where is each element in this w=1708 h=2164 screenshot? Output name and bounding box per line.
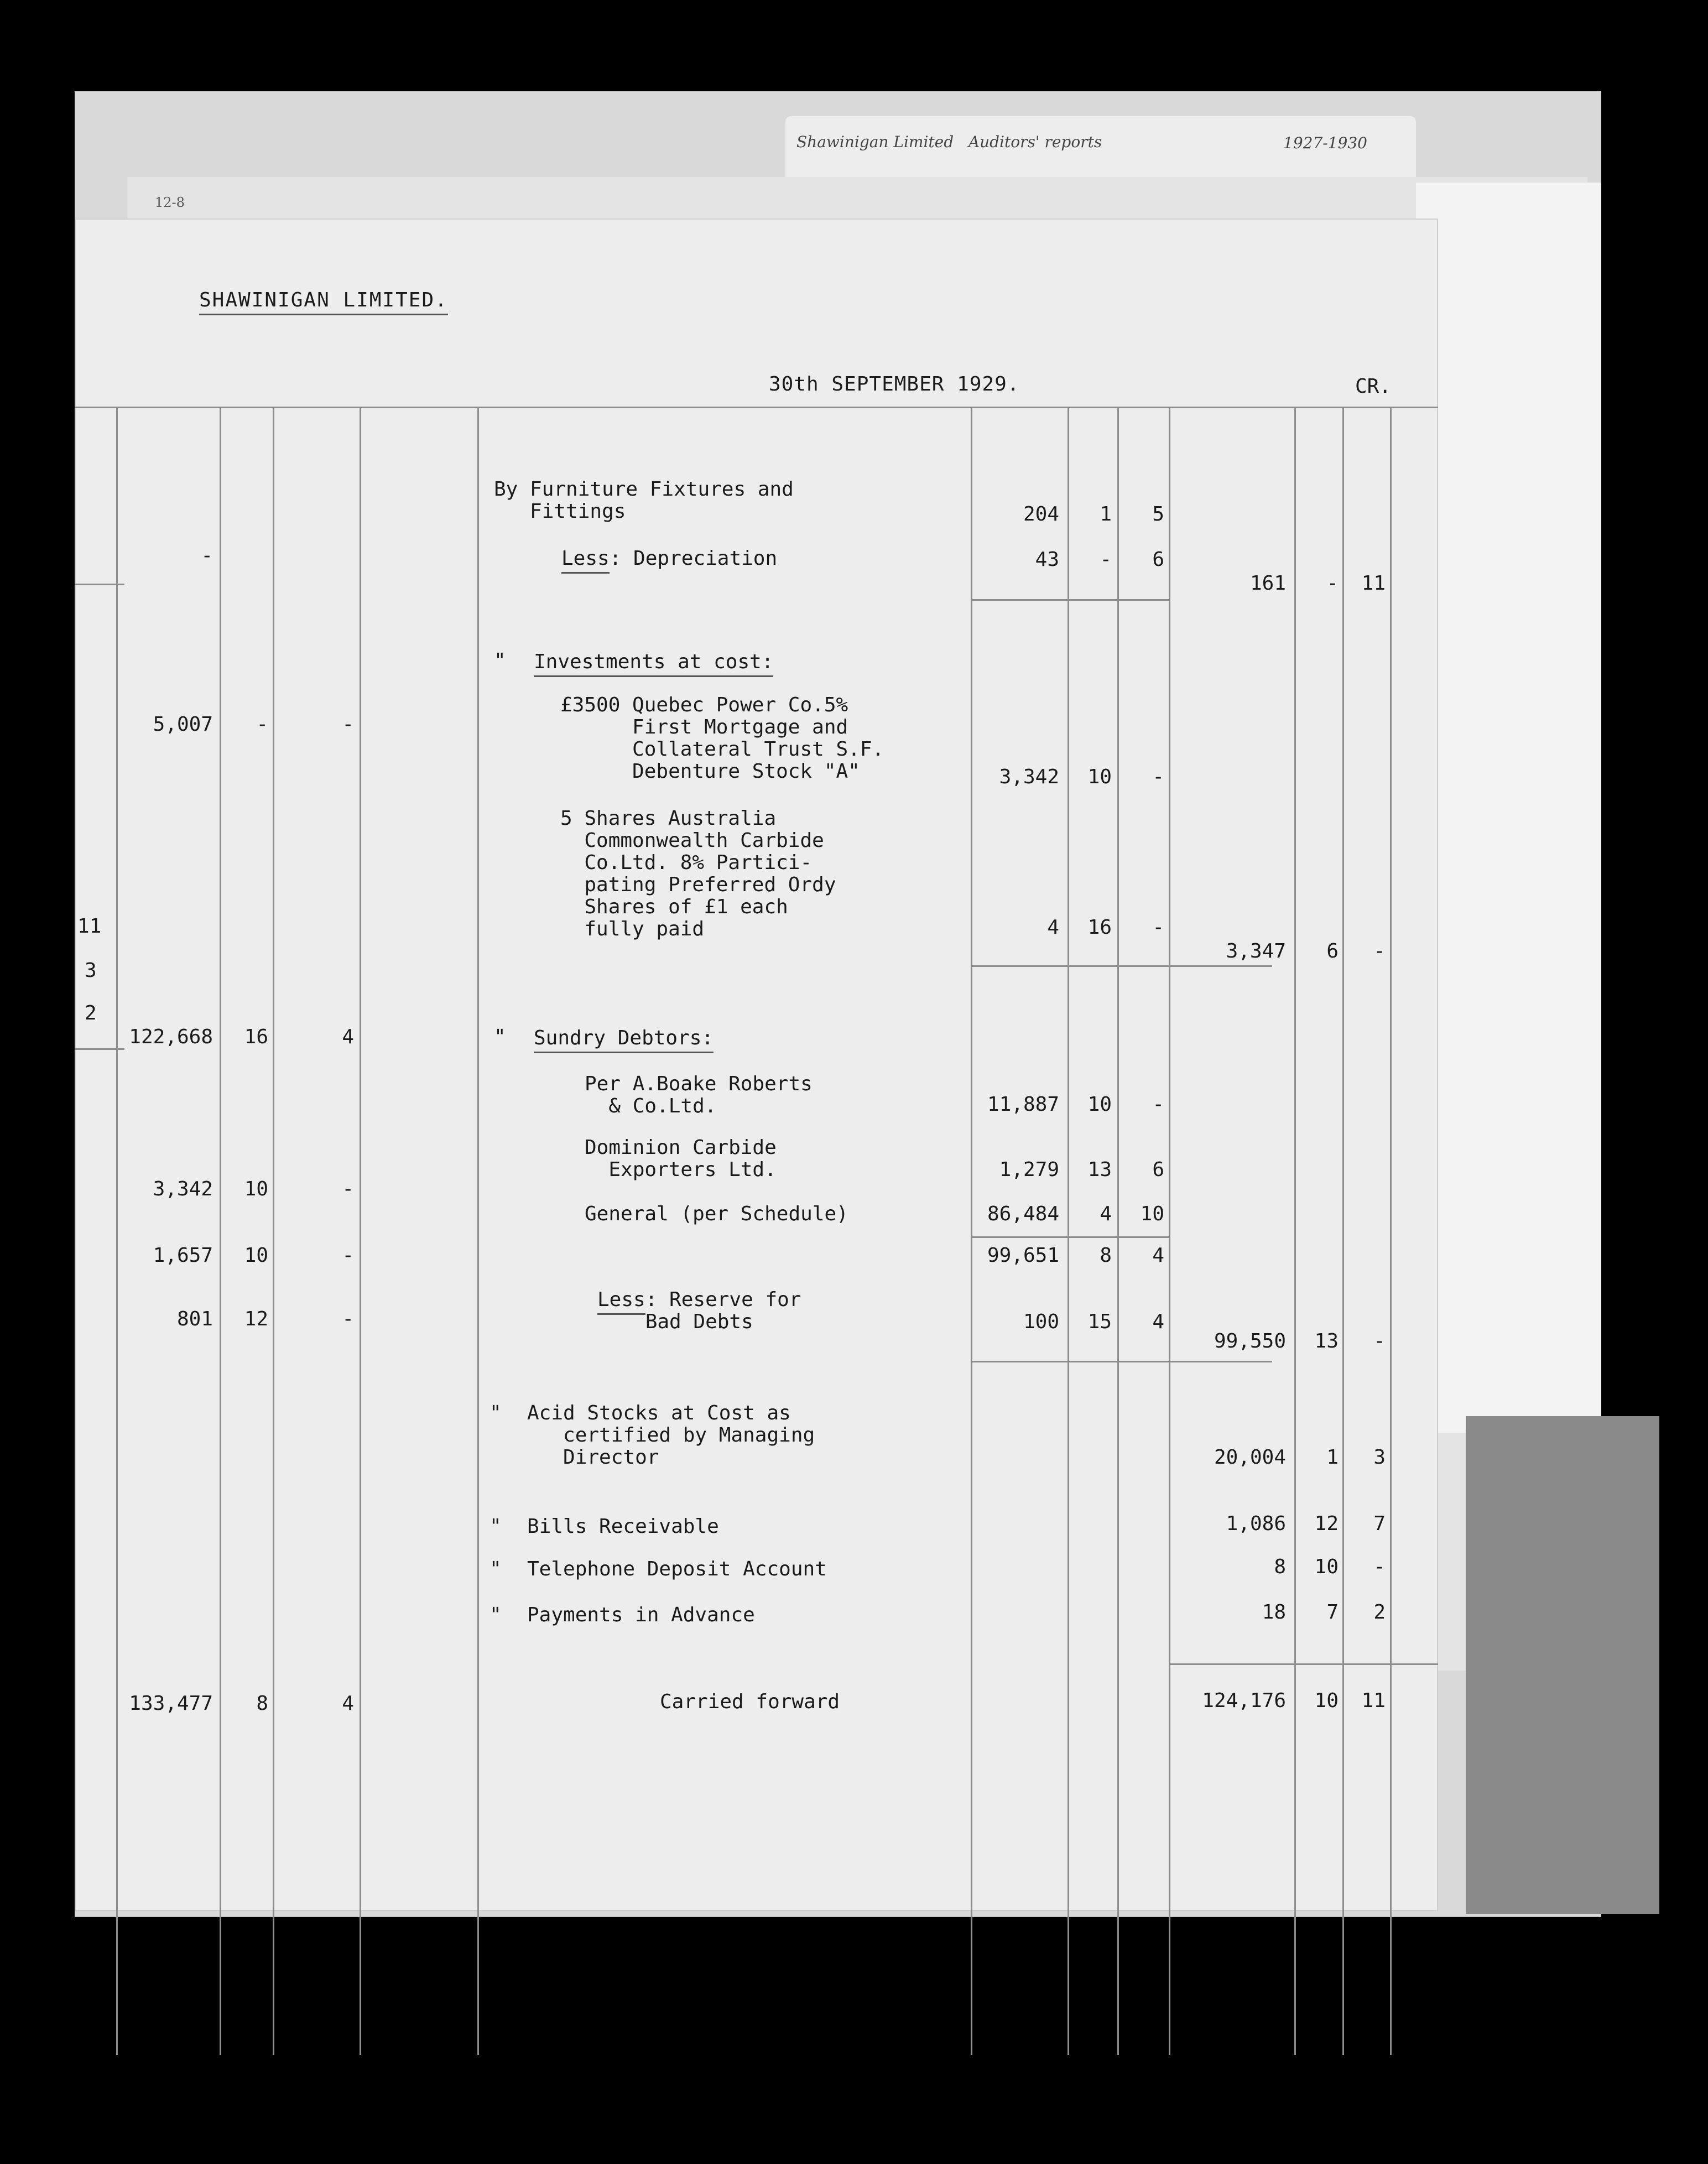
debtors-net-pence: - (1373, 1330, 1386, 1352)
debtor-item-pounds: 11,887 (987, 1093, 1059, 1116)
left-amount-pounds: 5,007 (153, 713, 213, 736)
bad-debts-shillings: 15 (1087, 1310, 1112, 1333)
investments-total-shillings: 6 (1326, 940, 1339, 963)
carried-forward-pounds: 124,176 (1202, 1689, 1286, 1712)
left-amount-shillings: 16 (244, 1026, 268, 1048)
cr-label: CR. (1355, 375, 1392, 398)
shadow-block (1466, 1416, 1659, 1914)
investment-item-pounds: 4 (1047, 916, 1059, 939)
furniture-less-row (561, 548, 777, 570)
investment-item-label: 5 Shares Australia Commonwealth Carbide Co.Ltd. 8% Partici- pating Preferred Ordy Shares of £1 each fully paid (560, 807, 836, 940)
carried-forward-label: Carried forward (660, 1690, 840, 1713)
furniture-less-text: : Depreciation (609, 547, 778, 570)
debtor-item-pence: - (1152, 1093, 1164, 1116)
carried-forward-pence: 11 (1361, 1689, 1386, 1712)
debtor-item-shillings: 4 (1100, 1203, 1112, 1225)
left-amount-pounds: 3,342 (153, 1178, 213, 1200)
left-amount-shillings: 10 (244, 1244, 268, 1267)
furniture-less-word: Less (561, 547, 610, 574)
left-pence-fragment: 11 (77, 915, 102, 938)
left-amount-pounds: 133,477 (129, 1692, 213, 1715)
column-rule (1068, 407, 1069, 2055)
column-rule (220, 407, 221, 2055)
left-amount-pounds: 122,668 (129, 1026, 213, 1048)
ditto-mark: " (490, 1402, 502, 1424)
folder-tab-years: 1927-1930 (1283, 134, 1367, 152)
debtor-item-label: General (per Schedule) (585, 1203, 848, 1225)
debtors-subtotal-pounds: 99,651 (987, 1244, 1059, 1267)
furniture-net-pounds: 161 (1249, 572, 1286, 595)
telephone-deposit-pence: - (1373, 1556, 1386, 1578)
row-rule (75, 1048, 124, 1050)
left-amount-pence: - (342, 1244, 354, 1267)
payments-advance-pence: 2 (1373, 1601, 1386, 1624)
debtor-item-pence: 10 (1140, 1203, 1164, 1225)
row-rule (971, 965, 1272, 967)
investments-total-pence: - (1373, 940, 1386, 963)
company-name: SHAWINIGAN LIMITED. (199, 289, 448, 315)
payments-advance-pounds: 18 (1262, 1601, 1286, 1624)
column-rule (273, 407, 274, 2055)
left-pence-fragment: 2 (85, 1002, 97, 1024)
debtor-item-shillings: 10 (1087, 1093, 1112, 1116)
left-amount-pence: - (342, 713, 354, 736)
investments-label: Investments at cost: (534, 651, 773, 677)
depreciation-pence: 6 (1152, 548, 1164, 571)
investment-item-pounds: 3,342 (999, 766, 1059, 788)
left-amount-pence: 4 (342, 1026, 354, 1048)
debtor-item-label: Per A.Boake Roberts & Co.Ltd. (585, 1073, 813, 1117)
ditto-mark: " (494, 1026, 506, 1048)
debtors-label: Sundry Debtors: (534, 1027, 714, 1053)
acid-stocks-label: Acid Stocks at Cost as certified by Managing Director (527, 1402, 815, 1469)
debtors-net-pounds: 99,550 (1214, 1330, 1286, 1352)
left-amount-pounds: - (201, 544, 213, 567)
ledger-sheet (75, 219, 1438, 1911)
acid-stocks-pence: 3 (1373, 1446, 1386, 1469)
right-card (1416, 183, 1601, 1433)
telephone-deposit-pounds: 8 (1274, 1556, 1286, 1578)
furniture-net-shillings: - (1326, 572, 1339, 595)
telephone-deposit-shillings: 10 (1314, 1556, 1339, 1578)
row-rule (75, 584, 124, 585)
column-rule (1117, 407, 1119, 2055)
acid-stocks-shillings: 1 (1326, 1446, 1339, 1469)
column-rule (477, 407, 479, 2055)
debtor-item-pounds: 86,484 (987, 1203, 1059, 1225)
ditto-mark: " (494, 649, 506, 672)
investment-item-label: £3500 Quebec Power Co.5% First Mortgage and Collateral Trust S.F. Debenture Stock "A" (560, 694, 884, 783)
investment-item-pence: - (1152, 766, 1164, 788)
furniture-pounds: 204 (1023, 503, 1059, 526)
debtors-less-row (597, 1289, 801, 1333)
investments-total-pounds: 3,347 (1226, 940, 1286, 963)
furniture-shillings: 1 (1100, 503, 1112, 526)
debtor-item-shillings: 13 (1087, 1158, 1112, 1181)
left-amount-shillings: - (256, 713, 268, 736)
left-amount-pence: - (342, 1178, 354, 1200)
furniture-label: By Furniture Fixtures and Fittings (494, 478, 794, 523)
bills-receivable-label: Bills Receivable (527, 1515, 719, 1538)
acid-stocks-pounds: 20,004 (1214, 1446, 1286, 1469)
carried-forward-shillings: 10 (1314, 1689, 1339, 1712)
ditto-mark: " (490, 1515, 502, 1538)
left-amount-shillings: 12 (244, 1308, 268, 1330)
depreciation-pounds: 43 (1035, 548, 1059, 571)
column-rule (360, 407, 361, 2055)
investment-item-shillings: 10 (1087, 766, 1112, 788)
ditto-mark: " (490, 1558, 502, 1580)
bills-receivable-pounds: 1,086 (1226, 1512, 1286, 1535)
left-amount-shillings: 8 (256, 1692, 268, 1715)
bad-debts-pence: 4 (1152, 1310, 1164, 1333)
folder-tab-label: Shawinigan Limited Auditors' reports (796, 133, 1102, 151)
debtors-net-shillings: 13 (1314, 1330, 1339, 1352)
debtor-item-pounds: 1,279 (999, 1158, 1059, 1181)
depreciation-shillings: - (1100, 548, 1112, 571)
debtor-item-label: Dominion Carbide Exporters Ltd. (585, 1136, 777, 1181)
left-amount-pounds: 801 (176, 1308, 213, 1330)
row-rule (971, 599, 1169, 601)
left-amount-shillings: 10 (244, 1178, 268, 1200)
column-rule (1390, 407, 1392, 2055)
debtors-subtotal-pence: 4 (1152, 1244, 1164, 1267)
date-heading: 30th SEPTEMBER 1929. (769, 373, 1020, 396)
left-amount-pence: 4 (342, 1692, 354, 1715)
column-rule (1169, 407, 1170, 2055)
left-amount-pounds: 1,657 (153, 1244, 213, 1267)
column-rule (1294, 407, 1296, 2055)
left-pence-fragment: 3 (85, 959, 97, 982)
investment-item-shillings: 16 (1087, 916, 1112, 939)
payments-advance-shillings: 7 (1326, 1601, 1339, 1624)
debtors-subtotal-shillings: 8 (1100, 1244, 1112, 1267)
investment-item-pence: - (1152, 916, 1164, 939)
header-rule (75, 407, 1438, 408)
row-rule (1169, 1663, 1438, 1665)
bills-receivable-shillings: 12 (1314, 1512, 1339, 1535)
debtors-less-text: : Reserve for Bad Debts (645, 1288, 801, 1333)
row-rule (971, 1236, 1169, 1238)
debtors-less-word: Less (597, 1288, 645, 1315)
row-rule (971, 1361, 1272, 1362)
left-amount-pence: - (342, 1308, 354, 1330)
bills-receivable-pence: 7 (1373, 1512, 1386, 1535)
column-rule (116, 407, 118, 2055)
furniture-pence: 5 (1152, 503, 1164, 526)
bad-debts-pounds: 100 (1023, 1310, 1059, 1333)
column-rule (971, 407, 972, 2055)
payments-advance-label: Payments in Advance (527, 1604, 755, 1626)
furniture-net-pence: 11 (1361, 572, 1386, 595)
debtor-item-pence: 6 (1152, 1158, 1164, 1181)
ditto-mark: " (490, 1604, 502, 1626)
corner-note: 12-8 (155, 195, 185, 210)
column-rule (1342, 407, 1344, 2055)
telephone-deposit-label: Telephone Deposit Account (527, 1558, 827, 1580)
